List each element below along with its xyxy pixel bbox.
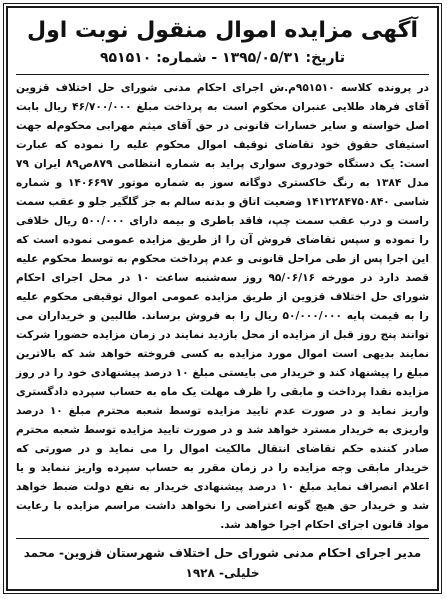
notice-title: آگهی مزایده اموال منقول نوبت اول [26, 18, 419, 43]
signature-text: مدیر اجرای احکام مدنی شورای حل اختلاف شهرستان قزوین- محمد خلیلی- [23, 546, 422, 580]
date-label: تاریخ: [305, 50, 346, 66]
notice-date-number [8, 48, 437, 68]
number-label: - شماره: [156, 50, 218, 66]
number-value: ۹۵۱۵۱۰ [99, 50, 152, 66]
header-divider [16, 74, 429, 75]
date-value: ۱۳۹۵/۰۵/۳۱ [222, 50, 301, 66]
notice-paragraph: در پرونده کلاسه ۹۵۱۵۱۰م.ش اجرای احکام مدنی شورای حل اختلاف قزوین آقای فرهاد طلایی عنبران محکوم است به پرداخت مبلغ ۴۶/۷۰۰/۰۰۰ ریال بابت اصل خواسته و سایر خسارات قانونی در حق آقای میثم مهرابی محکوم‌له جهت استیفای حقوق خود تقاضای توقیف اموال محکوم علیه را نموده که عبارت است: یک دستگاه خودروی سواری پراید به شماره انتظامی ۸۷۹ص۸۹ ایران ۷۹ مدل ۱۳۸۴ به رنگ خاکستری دوگانه سوز به شماره موتور ۱۴۰۶۶۹۷ و شماره شاسی ۱۴۱۲۲۸۴۷۵۰۸۴۰ وضعیت اتاق و بدنه سالم به جز گلگیر جلو و عقب سمت راست و درب عقب سمت چپ، فاقد باطری و بیمه دارای ۵۰۰/۰۰۰ ریال خلافی را نموده و سپس تقاضای فروش آن را از طریق مزایده عمومی نموده است که این اجرا پس از طی مراحل قانونی و عدم پرداخت محکوم به توسط محکوم علیه قصد دارد در مورخه ۹۵/۰۶/۱۶ روز سه‌شنبه ساعت ۱۰ در محل اجرای احکام شورای حل اختلاف قزوین از طریق مزایده عمومی اموال توقیفی محکوم علیه را به قیمت پایه ۵۰/۰۰۰/۰۰۰ ریال را به فروش برساند. طالبین و خریداران می توانند پنج روز قبل از مزایده از محل بازدید نمایند در زمان مزایده حضورا شرکت نمایند بدیهی است اموال مورد مزایده به کسی فروخته خواهد شد که بالاترین مبلغ را پیشنهاد کند و خریدار می بایستی مبلغ ۱۰ درصد پیشنهادی خود را در روز مزایده نقدا پرداخت و مابقی را ظرف مهلت یک ماه به حساب سپرده دادگستری واریز نماید و در صورت عدم تایید مزایده توسط شعبه محترم مبلغ ۱۰ درصد واریزی به خریدار مسترد خواهد شد و در صورت تایید مزایده توسط شعبه محترم صادر کننده حکم تقاضای انتقال مالکیت اموال را می نماید و در صورتی که خریدار مابقی وجه مزایده را در زمان مقرر به حساب سپرده واریز ننماید و یا اعلام انصراف نماید مبلغ ۱۰ درصد پیشنهادی خریدار به نفع دولت ضبط خواهد شد و خریدار حق هیچ گونه اعتراضی را نخواهد داشت مراسم مزایده با رعایت مواد قانون اجرای احکام اجرا خواهد شد. [16, 82, 430, 531]
notice-signature [16, 538, 429, 583]
signature-code: ۱۹۲۸ [185, 566, 215, 580]
notice-frame [6, 6, 439, 591]
notice-body [16, 79, 429, 535]
